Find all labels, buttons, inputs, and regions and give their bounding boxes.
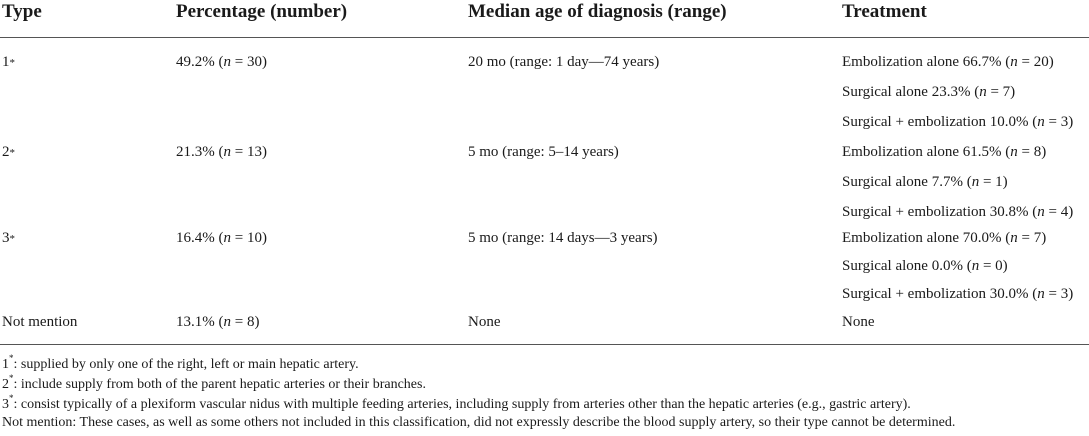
row-4-percentage: 13.1% (n = 8) bbox=[176, 314, 260, 330]
header-median-age: Median age of diagnosis (range) bbox=[468, 1, 727, 22]
row-1-median-age: 20 mo (range: 1 day—74 years) bbox=[468, 54, 660, 70]
row-1-treatment-1: Embolization alone 66.7% (n = 20) bbox=[842, 54, 1054, 70]
row-3-treatment-3: Surgical + embolization 30.0% (n = 3) bbox=[842, 286, 1074, 302]
row-2-treatment-1: Embolization alone 61.5% (n = 8) bbox=[842, 144, 1047, 160]
row-2-treatment-2: Surgical alone 7.7% (n = 1) bbox=[842, 174, 1008, 190]
row-4-type: Not mention bbox=[2, 314, 78, 330]
row-3-type: 3* bbox=[2, 230, 15, 246]
row-3-treatment-2: Surgical alone 0.0% (n = 0) bbox=[842, 258, 1008, 274]
header-type: Type bbox=[2, 1, 42, 22]
row-1-type: 1* bbox=[2, 54, 15, 70]
row-2-treatment-3: Surgical + embolization 30.8% (n = 4) bbox=[842, 204, 1074, 220]
row-3-percentage: 16.4% (n = 10) bbox=[176, 230, 267, 246]
footnote-not-mention: Not mention: These cases, as well as some others not included in this classification, did not expressly describe the blood supply artery, so their type cannot be determined. bbox=[2, 415, 956, 430]
row-4-treatment-1: None bbox=[842, 314, 875, 330]
row-1-treatment-2: Surgical alone 23.3% (n = 7) bbox=[842, 84, 1016, 100]
footnote-1: 1*: supplied by only one of the right, left or main hepatic artery. bbox=[2, 353, 359, 372]
row-3-treatment-1: Embolization alone 70.0% (n = 7) bbox=[842, 230, 1047, 246]
row-1-percentage: 49.2% (n = 30) bbox=[176, 54, 267, 70]
table-bottom-rule bbox=[0, 344, 1089, 345]
row-3-median-age: 5 mo (range: 14 days—3 years) bbox=[468, 230, 658, 246]
row-2-type: 2* bbox=[2, 144, 15, 160]
header-treatment: Treatment bbox=[842, 1, 927, 22]
row-2-percentage: 21.3% (n = 13) bbox=[176, 144, 267, 160]
row-1-treatment-3: Surgical + embolization 10.0% (n = 3) bbox=[842, 114, 1074, 130]
row-2-median-age: 5 mo (range: 5–14 years) bbox=[468, 144, 619, 160]
header-percentage: Percentage (number) bbox=[176, 1, 348, 22]
footnote-3: 3*: consist typically of a plexiform vascular nidus with multiple feeding arteries, including supply from arteries other than the hepatic arteries (e.g., gastric artery). bbox=[2, 393, 911, 412]
footnote-2: 2*: include supply from both of the parent hepatic arteries or their branches. bbox=[2, 373, 426, 392]
header-rule bbox=[0, 37, 1089, 38]
row-4-median-age: None bbox=[468, 314, 501, 330]
